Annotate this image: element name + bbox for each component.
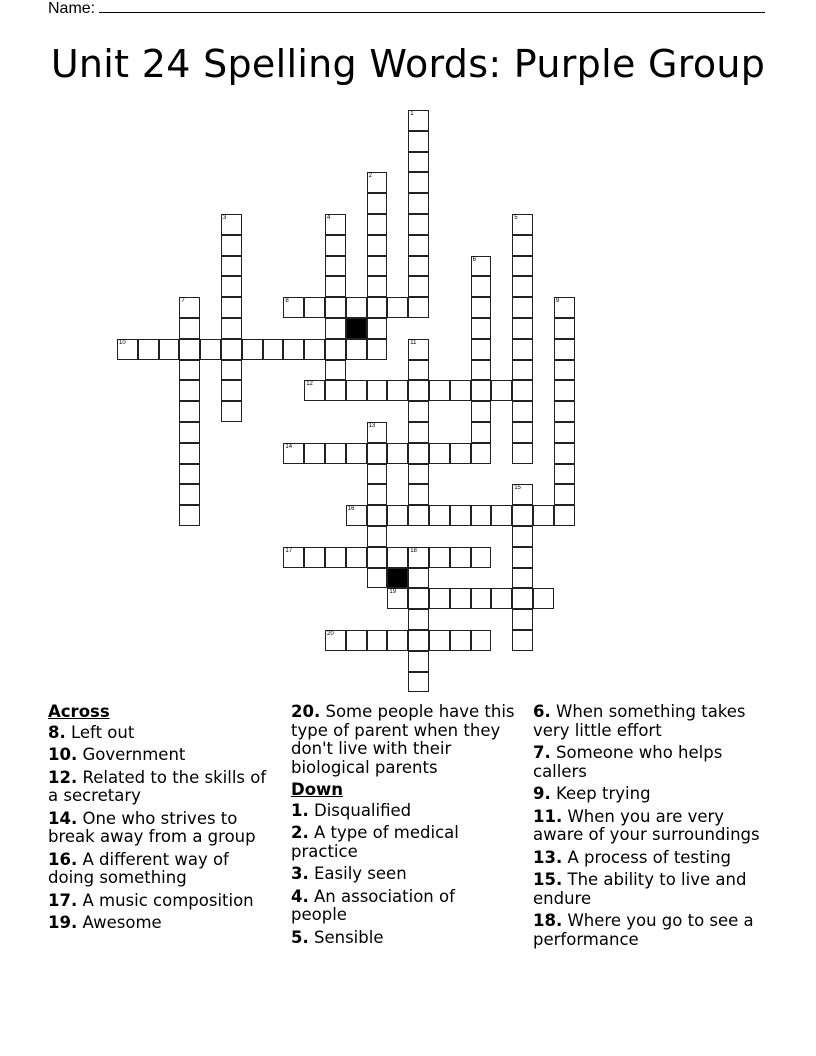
grid-cell[interactable] [450,443,471,464]
clue-number: 5 [514,215,518,221]
grid-cell[interactable] [367,443,388,464]
clue-column-3 [533,703,773,953]
grid-cell[interactable] [367,172,388,193]
grid-cell[interactable] [325,360,346,381]
clue-across-20: 20. Some people have this type of parent when they don't live with their biological parents [291,702,515,777]
grid-cell[interactable] [325,276,346,297]
grid-cell[interactable] [533,505,554,526]
grid-cell[interactable] [408,443,429,464]
clue-across-16: 16. A different way of doing something [48,849,229,887]
clue-across-19: 19. Awesome [48,913,162,932]
grid-cell[interactable] [346,380,367,401]
grid-cell[interactable] [221,297,242,318]
grid-cell[interactable] [408,588,429,609]
clue-down-6: 6. When something takes very little effort [533,702,746,740]
grid-cell[interactable] [471,256,492,277]
grid-cell[interactable] [179,484,200,505]
clue-number: 20 [327,631,334,637]
grid-cell[interactable] [367,339,388,360]
grid-cell[interactable] [325,630,346,651]
grid-cell[interactable] [304,443,325,464]
clue-number: 2 [368,173,372,180]
clue-across-17: 17. A music composition [48,890,254,910]
grid-cell[interactable] [471,339,492,360]
grid-cell[interactable] [408,110,429,131]
grid-cell[interactable] [179,505,200,526]
grid-cell[interactable] [471,443,492,464]
grid-cell[interactable] [408,401,429,422]
grid-cell[interactable] [491,588,512,609]
grid-cell[interactable] [408,651,429,672]
clue-number: 4 [327,215,331,221]
grid-cell[interactable] [387,630,408,651]
grid-cell[interactable] [408,235,429,256]
grid-cell[interactable] [367,276,388,297]
grid-cell[interactable] [429,630,450,651]
grid-cell[interactable] [491,505,512,526]
clue-across-8: 8. Left out [48,722,135,742]
grid-cell[interactable] [408,484,429,505]
clue-down-5: 5. Sensible [291,927,384,947]
grid-cell[interactable] [221,256,242,277]
clue-across-12: 12. Related to the skills of a secretary [48,767,267,805]
grid-cell[interactable] [325,380,346,401]
clue-down-1: 1. Disqualified [291,800,412,820]
clue-down-7: 7. Someone who helps callers [533,743,723,781]
grid-cell[interactable] [408,172,429,193]
grid-cell[interactable] [408,131,429,152]
grid-cell[interactable] [346,339,367,360]
grid-cell[interactable] [408,630,429,651]
grid-cell[interactable] [346,505,367,526]
grid-cell[interactable] [512,256,533,277]
grid-cell[interactable] [512,568,533,589]
grid-cell[interactable] [367,526,388,547]
grid-cell[interactable] [429,380,450,401]
grid-cell[interactable] [117,339,138,360]
grid-cell[interactable] [471,380,492,401]
grid-cell[interactable] [512,380,533,401]
grid-cell[interactable] [325,297,346,318]
grid-cell[interactable] [554,318,575,339]
grid-cell[interactable] [512,443,533,464]
grid-cell[interactable] [367,568,388,589]
grid-cell[interactable] [346,547,367,568]
grid-cell[interactable] [179,401,200,422]
clue-down-18: 18. Where you go to see a performance [533,911,754,949]
grid-cell[interactable] [200,339,221,360]
grid-cell[interactable] [408,256,429,277]
grid-cell[interactable] [471,360,492,381]
grid-cell[interactable] [554,401,575,422]
grid-cell[interactable] [512,214,533,235]
clue-down-2: 2. A type of medical practice [291,823,459,861]
grid-cell[interactable] [408,380,429,401]
grid-cell[interactable] [554,505,575,526]
grid-cell[interactable] [283,339,304,360]
grid-cell[interactable] [221,235,242,256]
clue-number: 9 [555,298,560,305]
grid-cell[interactable] [325,235,346,256]
grid-cell[interactable] [367,318,388,339]
grid-cell[interactable] [221,276,242,297]
grid-cell[interactable] [429,505,450,526]
grid-cell[interactable] [408,422,429,443]
grid-cell[interactable] [367,235,388,256]
grid-cell[interactable] [367,505,388,526]
grid-cell[interactable] [491,380,512,401]
grid-cell[interactable] [263,339,284,360]
grid-cell[interactable] [554,339,575,360]
clue-down-3: 3. Easily seen [291,864,407,883]
grid-cell[interactable] [387,443,408,464]
grid-cell[interactable] [408,547,429,568]
grid-cell[interactable] [346,443,367,464]
clue-down-15: 15. The ability to live and endure [533,870,747,908]
grid-cell[interactable] [450,630,471,651]
grid-cell[interactable] [512,401,533,422]
clue-number: 7 [181,298,185,305]
grid-cell[interactable] [429,547,450,568]
clue-number: 16 [347,506,355,513]
grid-cell[interactable] [512,339,533,360]
grid-cell[interactable] [471,547,492,568]
black-cell [346,318,367,339]
clue-across-14: 14. One who strives to break away from a group [48,808,256,846]
grid-cell[interactable] [283,443,304,464]
grid-cell[interactable] [450,505,471,526]
grid-cell[interactable] [554,360,575,381]
grid-cell[interactable] [554,297,575,318]
grid-cell[interactable] [450,547,471,568]
grid-cell[interactable] [367,214,388,235]
clue-number: 15 [514,485,521,492]
grid-cell[interactable] [512,526,533,547]
grid-cell[interactable] [346,630,367,651]
grid-cell[interactable] [429,588,450,609]
grid-cell[interactable] [387,547,408,568]
grid-cell[interactable] [179,360,200,381]
clue-number: 1 [410,111,414,117]
grid-cell[interactable] [408,276,429,297]
grid-cell[interactable] [471,422,492,443]
grid-cell[interactable] [159,339,180,360]
clue-across-10: 10. Government [48,745,186,764]
grid-cell[interactable] [429,443,450,464]
grid-cell[interactable] [138,339,159,360]
grid-cell[interactable] [471,630,492,651]
grid-cell[interactable] [387,505,408,526]
grid-cell[interactable] [325,318,346,339]
clue-down-13: 13. A process of testing [533,847,732,867]
grid-cell[interactable] [554,464,575,485]
grid-cell[interactable] [471,505,492,526]
grid-cell[interactable] [367,484,388,505]
clue-down-4: 4. An association of people [291,886,455,924]
grid-cell[interactable] [471,588,492,609]
grid-cell[interactable] [512,422,533,443]
clue-down-9: 9. Keep trying [533,784,651,803]
grid-cell[interactable] [179,464,200,485]
clue-number: 8 [285,298,289,305]
grid-cell[interactable] [283,547,304,568]
grid-cell[interactable] [554,484,575,505]
grid-cell[interactable] [512,484,533,505]
clue-column-2 [291,703,516,951]
grid-cell[interactable] [408,464,429,485]
grid-cell[interactable] [221,318,242,339]
clue-number: 12 [306,381,313,388]
grid-cell[interactable] [512,276,533,297]
grid-cell[interactable] [408,568,429,589]
grid-cell[interactable] [512,630,533,651]
clue-number: 11 [410,339,417,346]
grid-cell[interactable] [283,297,304,318]
grid-cell[interactable] [554,422,575,443]
grid-cell[interactable] [471,318,492,339]
clue-number: 6 [472,256,476,263]
grid-cell[interactable] [179,318,200,339]
grid-cell[interactable] [387,297,408,318]
grid-cell[interactable] [367,630,388,651]
grid-cell[interactable] [408,297,429,318]
grid-cell[interactable] [450,588,471,609]
grid-cell[interactable] [408,152,429,173]
grid-cell[interactable] [408,214,429,235]
grid-cell[interactable] [367,422,388,443]
grid-cell[interactable] [533,588,554,609]
grid-cell[interactable] [325,214,346,235]
grid-cell[interactable] [221,360,242,381]
grid-cell[interactable] [304,297,325,318]
grid-cell[interactable] [408,505,429,526]
grid-cell[interactable] [304,380,325,401]
grid-cell[interactable] [367,297,388,318]
grid-cell[interactable] [512,547,533,568]
across-header: Across [48,702,110,721]
grid-cell[interactable] [221,214,242,235]
down-header: Down [291,780,344,799]
grid-cell[interactable] [221,380,242,401]
grid-cell[interactable] [554,443,575,464]
clue-number: 17 [285,547,293,554]
grid-cell[interactable] [304,339,325,360]
clue-number: 19 [389,589,397,596]
grid-cell[interactable] [471,401,492,422]
grid-cell[interactable] [325,443,346,464]
grid-cell[interactable] [450,380,471,401]
grid-cell[interactable] [304,547,325,568]
grid-cell[interactable] [408,360,429,381]
grid-cell[interactable] [387,588,408,609]
name-label: Name: [48,0,96,17]
grid-cell[interactable] [179,339,200,360]
clue-column-1 [48,703,278,937]
grid-cell[interactable] [367,464,388,485]
grid-cell[interactable] [367,256,388,277]
grid-cell[interactable] [387,380,408,401]
clue-number: 14 [285,443,293,450]
grid-cell[interactable] [471,276,492,297]
grid-cell[interactable] [325,256,346,277]
grid-cell[interactable] [325,339,346,360]
grid-cell[interactable] [179,380,200,401]
grid-cell[interactable] [512,609,533,630]
grid-cell[interactable] [408,609,429,630]
black-cell [387,568,408,589]
grid-cell[interactable] [367,547,388,568]
grid-cell[interactable] [512,505,533,526]
grid-cell[interactable] [179,443,200,464]
grid-cell[interactable] [554,380,575,401]
clue-number: 10 [119,339,126,346]
page-title: Unit 24 Spelling Words: Purple Group [50,42,766,86]
grid-cell[interactable] [512,297,533,318]
grid-cell[interactable] [512,360,533,381]
grid-cell[interactable] [242,339,263,360]
grid-cell[interactable] [179,422,200,443]
grid-cell[interactable] [367,380,388,401]
clue-number: 18 [410,547,417,554]
clue-down-11: 11. When you are very aware of your surroundings [533,806,760,844]
grid-cell[interactable] [512,235,533,256]
grid-cell[interactable] [408,339,429,360]
grid-cell[interactable] [512,588,533,609]
grid-cell[interactable] [512,318,533,339]
clue-number: 3 [223,215,227,221]
grid-cell[interactable] [325,547,346,568]
clue-number: 13 [368,423,376,429]
grid-cell[interactable] [408,193,429,214]
grid-cell[interactable] [221,401,242,422]
grid-cell[interactable] [221,339,242,360]
grid-cell[interactable] [367,193,388,214]
grid-cell[interactable] [346,297,367,318]
grid-cell[interactable] [471,297,492,318]
grid-cell[interactable] [179,297,200,318]
grid-cell[interactable] [408,672,429,693]
